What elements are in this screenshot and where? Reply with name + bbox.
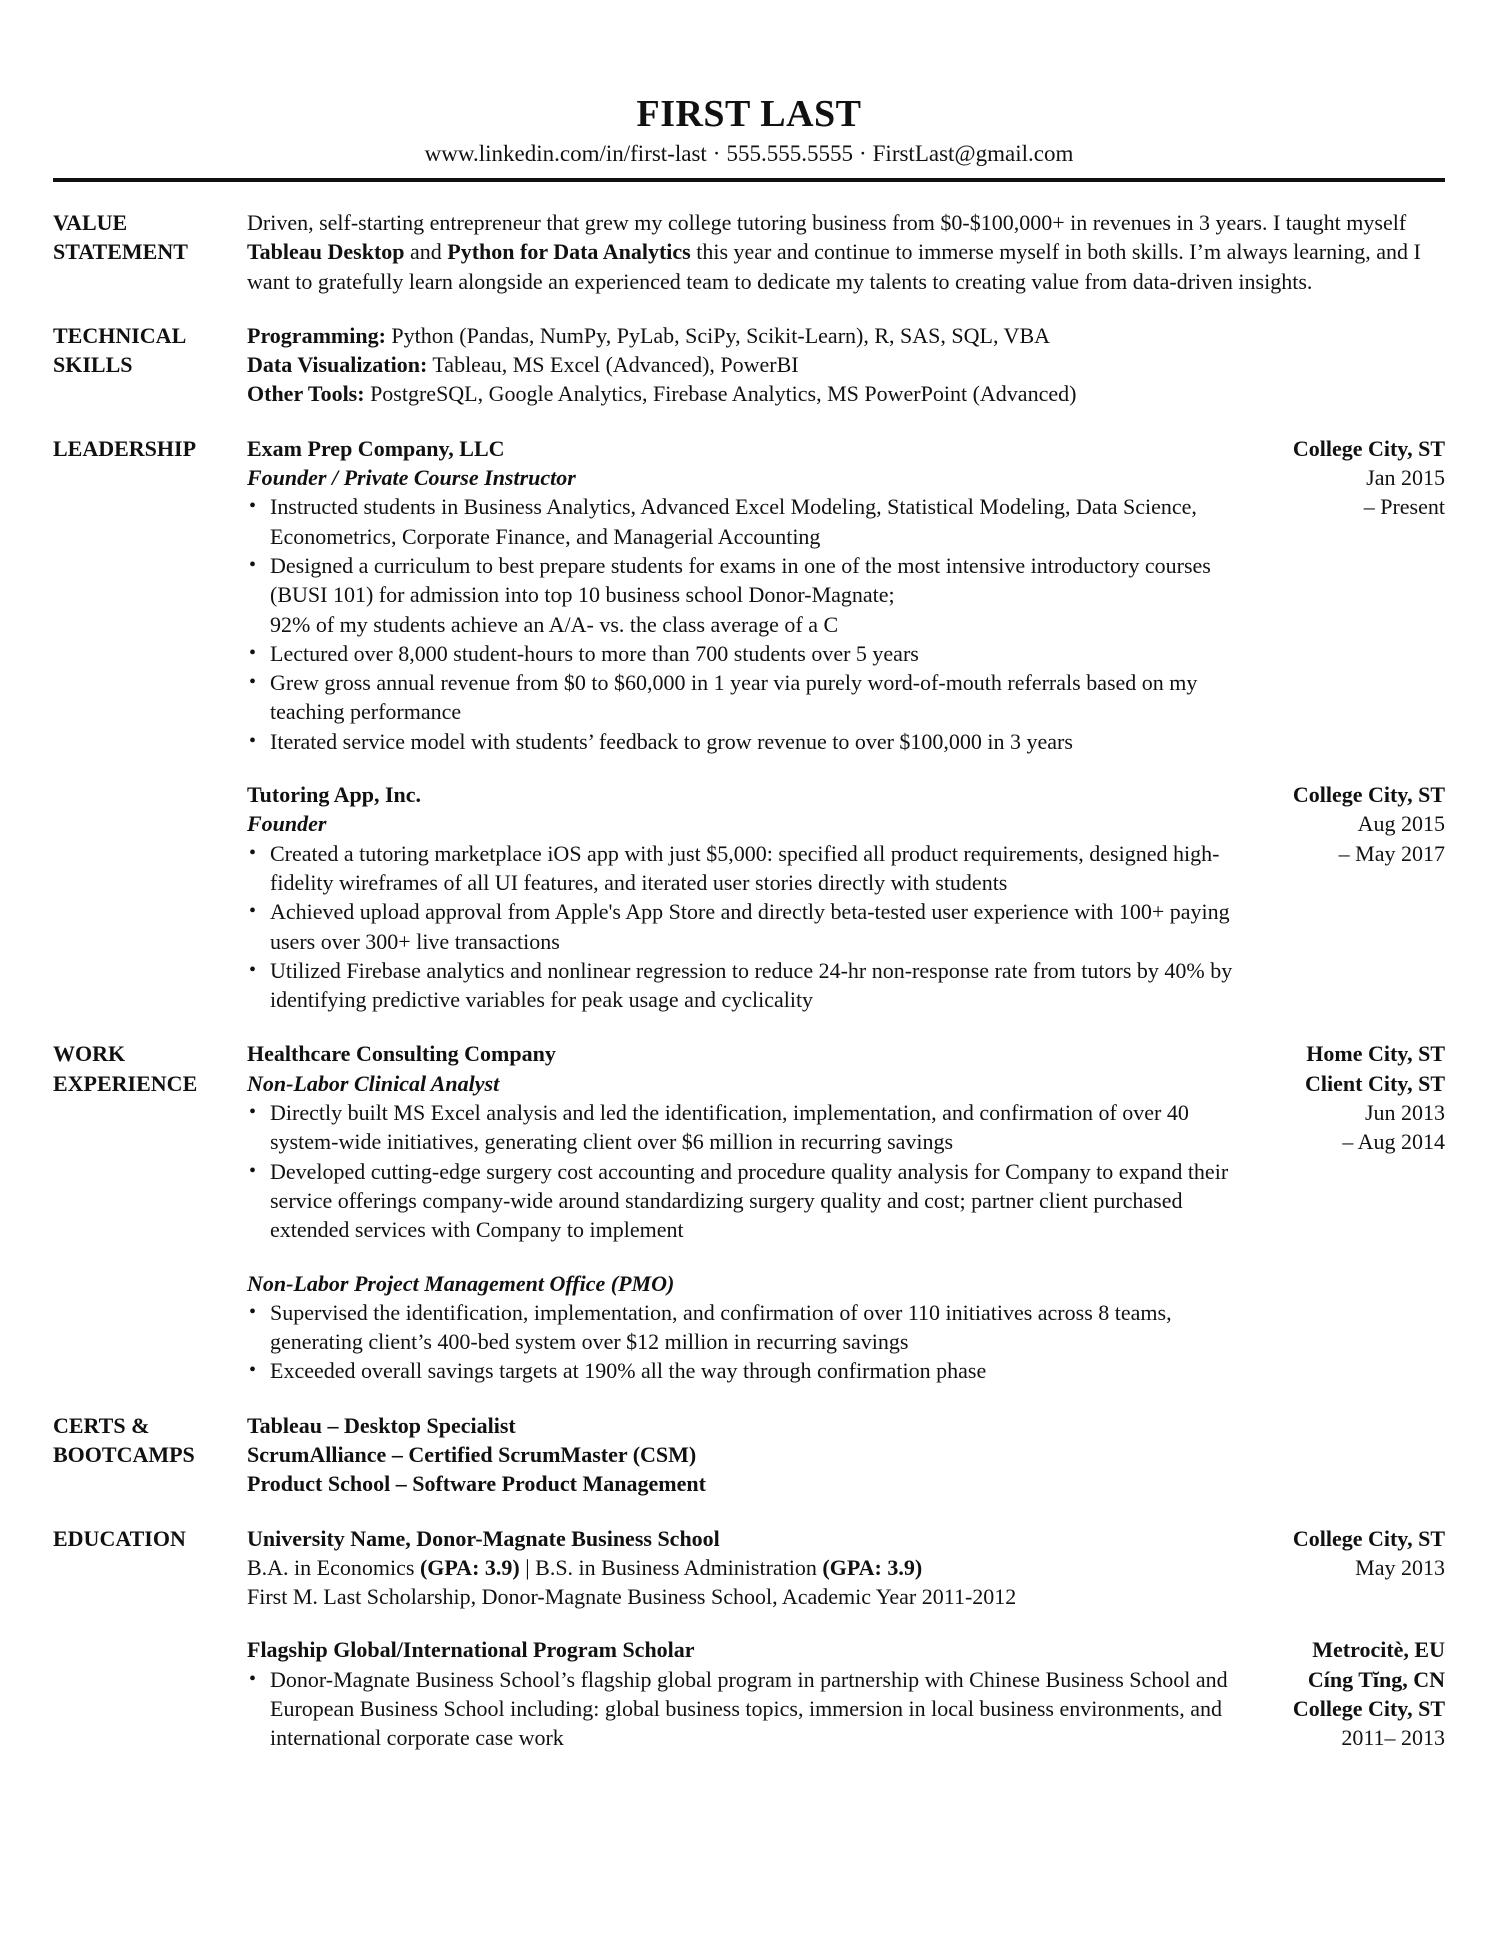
degree: | B.S. in Business Administration	[519, 1554, 823, 1580]
school-name: University Name, Donor-Magnate Business School	[247, 1525, 720, 1551]
leadership-entry	[247, 780, 1445, 1014]
list-item: • Utilized Firebase analytics and nonlinear regression to reduce 24-hr non-response rate from tutors by 40% by identifying predictive variables for peak usage and cyclicality	[247, 956, 1235, 1015]
statement-highlight: Tableau Desktop	[247, 239, 405, 265]
section-label-line: STATEMENT	[53, 239, 188, 265]
entry-meta	[1235, 434, 1445, 756]
location: Metrocitè, EU	[1312, 1637, 1445, 1663]
date-start: Jan 2015	[1366, 465, 1445, 491]
contact-line	[53, 140, 1445, 168]
entry-body	[247, 1039, 1235, 1385]
leadership-entries	[247, 434, 1445, 1015]
entry-body	[247, 780, 1235, 1014]
candidate-name: FIRST LAST	[636, 93, 862, 135]
email-link[interactable]: FirstLast@gmail.com	[872, 141, 1074, 166]
education-entries	[247, 1524, 1445, 1753]
section-label-line: SKILLS	[53, 352, 133, 378]
skill-category: Programming:	[247, 322, 386, 348]
program-name: Flagship Global/International Program Scholar	[247, 1637, 695, 1663]
degree: B.A. in Economics	[247, 1554, 420, 1580]
statement-text: and	[404, 239, 448, 265]
skill-row	[247, 379, 1445, 408]
section-label	[53, 434, 247, 1015]
technical-skills-section	[53, 321, 1445, 409]
skill-category: Data Visualization:	[247, 352, 428, 378]
section-label	[53, 1039, 247, 1385]
section-label-line: EDUCATION	[53, 1525, 186, 1551]
company-name: Exam Prep Company, LLC	[247, 435, 505, 461]
cert-item: Tableau – Desktop Specialist	[247, 1412, 516, 1438]
list-item: • Supervised the identification, implementation, and confirmation of over 110 initiatives across 8 teams, generating client’s 400-bed system over $12 million in recurring savings	[247, 1298, 1235, 1357]
date-start: Jun 2013	[1364, 1100, 1445, 1126]
phone-number: 555.555.5555	[726, 141, 853, 166]
work-experience-section	[53, 1039, 1445, 1385]
header-divider	[53, 178, 1445, 182]
list-item: • Directly built MS Excel analysis and led the identification, implementation, and confirmation of over 40 system-wide initiatives, generating client over $6 million in recurring savings	[247, 1098, 1235, 1157]
resume-page	[53, 92, 1445, 1753]
sub-role	[247, 1269, 1235, 1386]
bullet-list	[247, 839, 1235, 1015]
entry-body	[247, 1635, 1235, 1752]
leadership-entry	[247, 434, 1445, 756]
list-item: • Achieved upload approval from Apple's App Store and directly beta-tested user experience with 100+ paying users over 300+ live transactions	[247, 897, 1235, 956]
certs-list	[247, 1411, 1445, 1499]
entry-body	[247, 434, 1235, 756]
statement-text: this year and continue to immerse myself in both skills. I’m always learning, and I want to gratefully learn alongside an experienced team to dedicate my talents to creating value from data-driven insights.	[247, 239, 1421, 294]
list-item: • Developed cutting-edge surgery cost accounting and procedure quality analysis for Company to expand their service offerings company-wide around standardizing surgery quality and cost; partner client purchased extended services with Company to implement	[247, 1157, 1235, 1245]
work-entry	[247, 1039, 1445, 1385]
company-name: Healthcare Consulting Company	[247, 1041, 556, 1067]
list-item: • Grew gross annual revenue from $0 to $60,000 in 1 year via purely word-of-mouth referrals based on my teaching performance	[247, 668, 1235, 727]
resume-header	[53, 92, 1445, 182]
bullet-list	[247, 492, 1235, 756]
statement-highlight: Python for Data Analytics	[447, 239, 691, 265]
gpa: (GPA: 3.9)	[419, 1554, 520, 1580]
location: Home City, ST	[1306, 1041, 1445, 1067]
list-item	[247, 551, 1235, 639]
skill-values: PostgreSQL, Google Analytics, Firebase Analytics, MS PowerPoint (Advanced)	[364, 381, 1077, 407]
section-label	[53, 1524, 247, 1753]
list-item: • Instructed students in Business Analytics, Advanced Excel Modeling, Statistical Modeling, Data Science, Econometrics, Corporate Finance, and Managerial Accounting	[247, 492, 1235, 551]
linkedin-link[interactable]: www.linkedin.com/in/first-last	[424, 141, 707, 166]
degree-line	[247, 1553, 1235, 1582]
section-label-line: LEADERSHIP	[53, 435, 197, 461]
location: Cíng Tĭng, CN	[1307, 1666, 1445, 1692]
location: College City, ST	[1292, 1525, 1445, 1551]
location: College City, ST	[1292, 782, 1445, 808]
job-title: Non-Labor Project Management Office (PMO)	[247, 1270, 675, 1296]
list-item: • Lectured over 8,000 student-hours to more than 700 students over 5 years	[247, 639, 1235, 668]
bullet-list	[247, 1665, 1235, 1753]
entry-meta	[1235, 1635, 1445, 1752]
section-label-line: CERTS &	[53, 1412, 150, 1438]
entry-body	[247, 1524, 1235, 1612]
job-title: Founder	[247, 811, 327, 837]
section-label-line: TECHNICAL	[53, 322, 187, 348]
date-end: – Aug 2014	[1342, 1129, 1445, 1155]
scholarship: First M. Last Scholarship, Donor-Magnate Business School, Academic Year 2011-2012	[247, 1584, 1017, 1610]
list-item: • Iterated service model with students’ feedback to grow revenue to over $100,000 in 3 years	[247, 727, 1235, 756]
skill-values: Tableau, MS Excel (Advanced), PowerBI	[427, 352, 799, 378]
section-label-line: EXPERIENCE	[53, 1070, 198, 1096]
job-title: Founder / Private Course Instructor	[247, 465, 576, 491]
section-label-line: WORK	[53, 1041, 126, 1067]
cert-item: ScrumAlliance – Certified ScrumMaster (CSM)	[247, 1441, 697, 1467]
skill-row	[247, 350, 1445, 379]
contact-separator: ·	[858, 141, 867, 166]
entry-meta	[1235, 1524, 1445, 1612]
section-label-line: BOOTCAMPS	[53, 1441, 195, 1467]
bullet-list	[247, 1298, 1235, 1386]
education-entry	[247, 1635, 1445, 1752]
list-item: • Donor-Magnate Business School’s flagship global program in partnership with Chinese Business School and European Business School including: global business topics, immersion in local business environments, and international corporate case work	[247, 1665, 1235, 1753]
date: May 2013	[1355, 1554, 1445, 1580]
education-section	[53, 1524, 1445, 1753]
section-label	[53, 208, 247, 296]
date-start: Aug 2015	[1357, 811, 1445, 837]
date-end: – May 2017	[1338, 840, 1445, 866]
section-label	[53, 321, 247, 409]
location: College City, ST	[1292, 435, 1445, 461]
entry-meta	[1235, 1039, 1445, 1385]
entry-meta	[1235, 780, 1445, 1014]
date: 2011– 2013	[1341, 1725, 1445, 1751]
bullet-list	[247, 1098, 1235, 1244]
certs-section	[53, 1411, 1445, 1499]
contact-separator: ·	[712, 141, 721, 166]
bullet-text: • Designed a curriculum to best prepare students for exams in one of the most intensive introductory courses (BUSI 101) for admission into top 10 business school Donor-Magnate;	[270, 552, 1211, 608]
bullet-text: 92% of my students achieve an A/A- vs. the class average of a C	[270, 611, 839, 637]
location: Client City, ST	[1305, 1070, 1445, 1096]
value-statement-text	[247, 208, 1445, 296]
date-end: – Present	[1363, 494, 1445, 520]
skill-values: Python (Pandas, NumPy, PyLab, SciPy, Scikit-Learn), R, SAS, SQL, VBA	[385, 322, 1050, 348]
skills-list	[247, 321, 1445, 409]
gpa: (GPA: 3.9)	[822, 1554, 923, 1580]
cert-item: Product School – Software Product Management	[247, 1471, 706, 1497]
skill-category: Other Tools:	[247, 381, 365, 407]
job-title: Non-Labor Clinical Analyst	[247, 1070, 500, 1096]
education-entry	[247, 1524, 1445, 1612]
location: College City, ST	[1292, 1696, 1445, 1722]
section-label	[53, 1411, 247, 1499]
section-label-line: VALUE	[53, 210, 128, 235]
value-statement-section	[53, 208, 1445, 296]
statement-text: Driven, self-starting entrepreneur that grew my college tutoring business from $0-$100,000+ in revenues in 3 years. I taught myself	[247, 210, 1407, 235]
company-name: Tutoring App, Inc.	[247, 782, 422, 808]
leadership-section	[53, 434, 1445, 1015]
list-item: • Exceeded overall savings targets at 190% all the way through confirmation phase	[247, 1356, 1235, 1385]
list-item: • Created a tutoring marketplace iOS app with just $5,000: specified all product requirements, designed high-fidelity wireframes of all UI features, and iterated user stories directly with students	[247, 839, 1235, 898]
skill-row	[247, 321, 1445, 350]
